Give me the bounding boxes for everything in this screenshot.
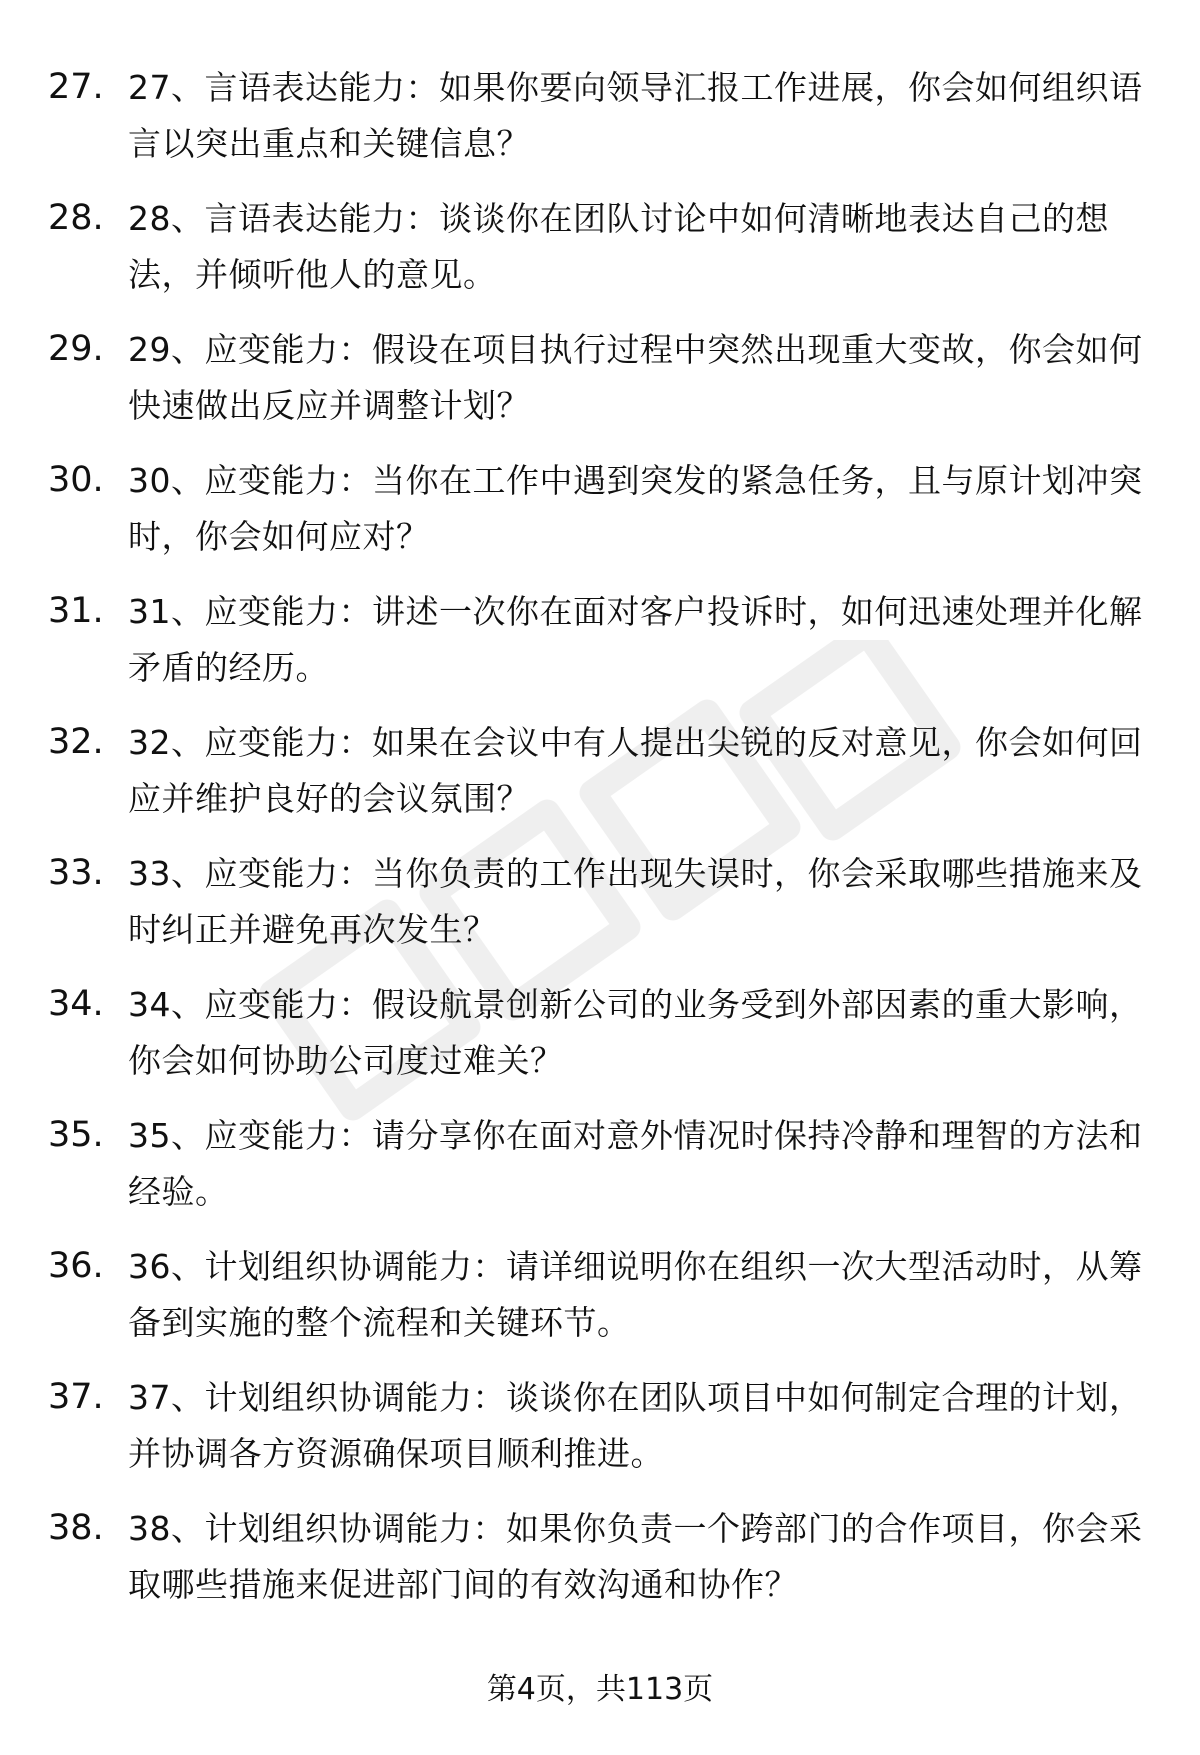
- item-number: 29.: [48, 329, 104, 369]
- list-item: [0, 322, 1200, 453]
- list-item: [0, 715, 1200, 846]
- list-item: [0, 1239, 1200, 1370]
- item-number: 28.: [48, 198, 104, 238]
- item-text: 37、计划组织协调能力：谈谈你在团队项目中如何制定合理的计划，并协调各方资源确保项目顺利推进。: [128, 1378, 1143, 1473]
- list-item: [0, 1501, 1200, 1632]
- item-text: 35、应变能力：请分享你在面对意外情况时保持冷静和理智的方法和经验。: [128, 1116, 1143, 1211]
- page-footer: 第4页，共113页: [486, 1672, 714, 1707]
- item-number: 35.: [48, 1115, 104, 1155]
- item-text: 32、应变能力：如果在会议中有人提出尖锐的反对意见，你会如何回应并维护良好的会议氛围？: [128, 723, 1143, 818]
- item-text: 28、言语表达能力：谈谈你在团队讨论中如何清晰地表达自己的想法，并倾听他人的意见。: [128, 199, 1109, 294]
- question-list: [0, 60, 1200, 1632]
- item-text: 30、应变能力：当你在工作中遇到突发的紧急任务，且与原计划冲突时，你会如何应对？: [128, 461, 1143, 556]
- item-number: 32.: [48, 722, 104, 762]
- item-number: 31.: [48, 591, 104, 631]
- list-item: [0, 1108, 1200, 1239]
- item-text: 27、言语表达能力：如果你要向领导汇报工作进展，你会如何组织语言以突出重点和关键信息？: [128, 68, 1143, 163]
- item-text: 34、应变能力：假设航景创新公司的业务受到外部因素的重大影响，你会如何协助公司度过难关？: [128, 985, 1143, 1080]
- item-text: 31、应变能力：讲述一次你在面对客户投诉时，如何迅速处理并化解矛盾的经历。: [128, 592, 1143, 687]
- item-text: 38、计划组织协调能力：如果你负责一个跨部门的合作项目，你会采取哪些措施来促进部门间的有效沟通和协作？: [128, 1509, 1143, 1604]
- list-item: [0, 191, 1200, 322]
- item-number: 27.: [48, 67, 104, 107]
- item-number: 38.: [48, 1508, 104, 1548]
- item-number: 33.: [48, 853, 104, 893]
- item-text: 29、应变能力：假设在项目执行过程中突然出现重大变故，你会如何快速做出反应并调整计划？: [128, 330, 1143, 425]
- list-item: [0, 846, 1200, 977]
- item-number: 34.: [48, 984, 104, 1024]
- list-item: [0, 453, 1200, 584]
- list-item: [0, 1370, 1200, 1501]
- list-item: [0, 584, 1200, 715]
- item-text: 36、计划组织协调能力：请详细说明你在组织一次大型活动时，从筹备到实施的整个流程和关键环节。: [128, 1247, 1143, 1342]
- list-item: [0, 60, 1200, 191]
- item-number: 37.: [48, 1377, 104, 1417]
- list-item: [0, 977, 1200, 1108]
- item-number: 30.: [48, 460, 104, 500]
- item-number: 36.: [48, 1246, 104, 1286]
- item-text: 33、应变能力：当你负责的工作出现失误时，你会采取哪些措施来及时纠正并避免再次发生？: [128, 854, 1143, 949]
